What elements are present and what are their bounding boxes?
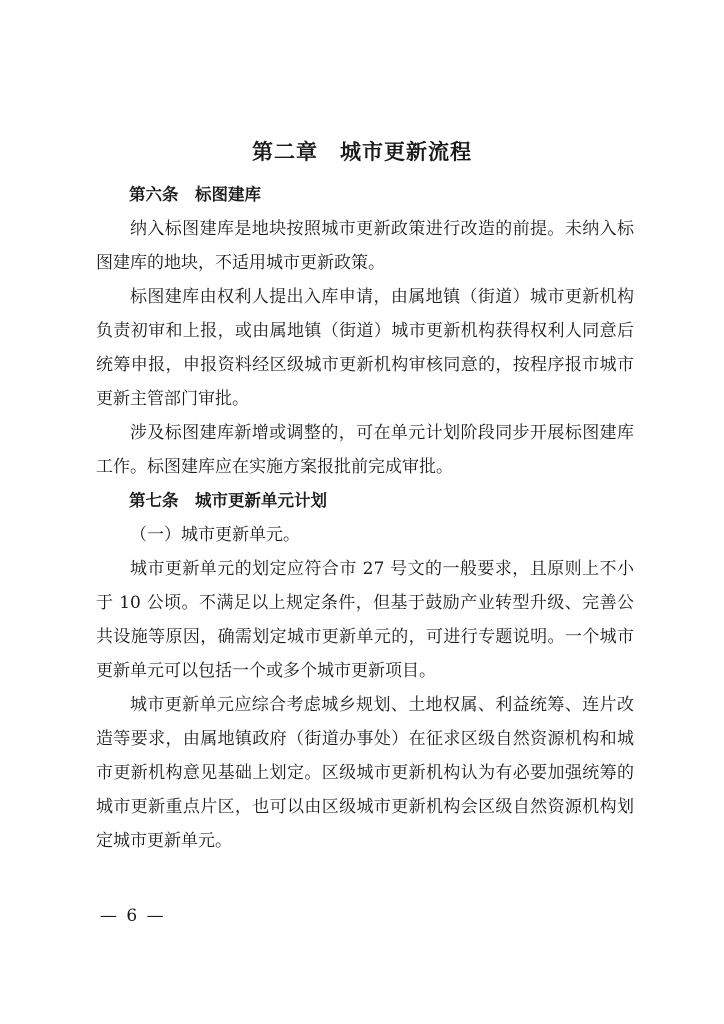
body-paragraph: 涉及标图建库新增或调整的，可在单元计划阶段同步开展标图建库工作。标图建库应在实施方案报批前完成审批。 — [96, 423, 634, 477]
body-paragraph: 标图建库由权利人提出入库申请，由属地镇（街道）城市更新机构负责初审和上报，或由属地镇（街道）城市更新机构获得权利人同意后统筹申报，申报资料经区级城市更新机构审核同意的，按程序报市城市更新主管部门审批。 — [96, 287, 634, 409]
chapter-title: 第二章 城市更新流程 — [252, 139, 472, 164]
body-paragraph: （一）城市更新单元。 — [130, 525, 300, 545]
document-body — [96, 178, 634, 858]
body-paragraph: 城市更新单元应综合考虑城乡规划、土地权属、利益统筹、连片改造等要求，由属地镇政府（街道办事处）在征求区级自然资源机构和城市更新机构意见基础上划定。区级城市更新机构认为有必要加强统筹的城市更新重点片区，也可以由区级城市更新机构会区级自然资源机构划定城市更新单元。 — [96, 695, 634, 851]
article-heading: 第六条 标图建库 — [129, 185, 261, 204]
body-paragraph: 纳入标图建库是地块按照城市更新政策进行改造的前提。未纳入标图建库的地块，不适用城市更新政策。 — [96, 219, 634, 273]
body-paragraph: 城市更新单元的划定应符合市 27 号文的一般要求，且原则上不小于 10 公顷。不满足以上规定条件，但基于鼓励产业转型升级、完善公共设施等原因，确需划定城市更新单元的，可进行专题说明。一个城市更新单元可以包括一个或多个城市更新项目。 — [96, 559, 634, 681]
page-number: — 6 — — [100, 906, 166, 926]
article-heading: 第七条 城市更新单元计划 — [129, 491, 327, 510]
